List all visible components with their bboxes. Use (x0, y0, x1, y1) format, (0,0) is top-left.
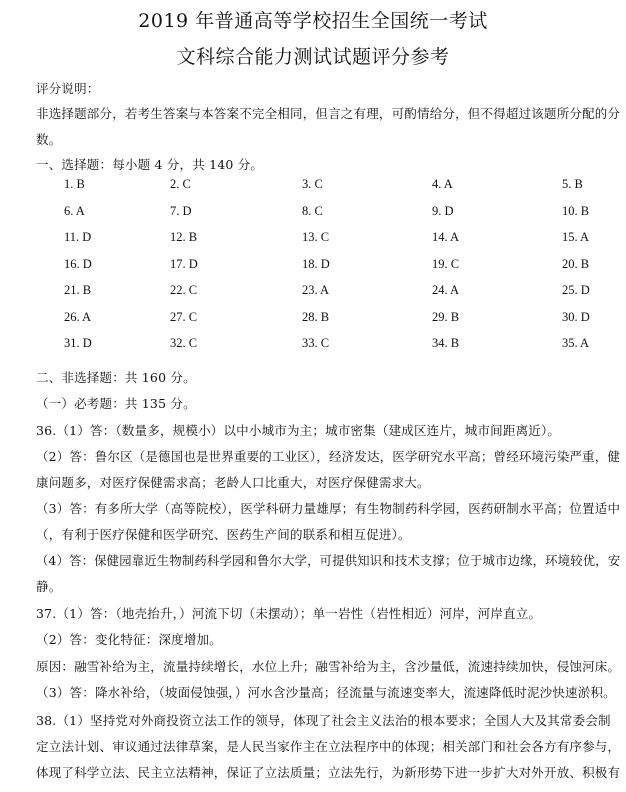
answer-row (64, 283, 592, 310)
answer-text-line: 康问题多，对医疗保健需求高；老龄人口比重大，对医疗保健需求大。 (36, 475, 430, 490)
answer-item: 13. C (302, 230, 330, 244)
notes-line-1: 非选择题部分，若考生答案与本答案不完全相同，但言之有理，可酌情给分，但不得超过该题所分配的分 (36, 106, 621, 121)
answer-text-line: 36.（1）答：（数量多，规模小）以中小城市为主；城市密集（建成区连片，城市间距离近）。 (36, 423, 561, 438)
answer-item: 19. C (432, 256, 460, 271)
answer-item: 15. A (562, 230, 590, 244)
answer-text-line: （2）答：鲁尔区（是德国也是世界重要的工业区），经济发达，医学研究水平高；曾经环境污染严重，健 (36, 449, 621, 464)
answer-text-line: （4）答：保健园靠近生物制药科学园和鲁尔大学，可提供知识和技术支撑；位于城市边缘，环境较优，安 (36, 553, 621, 568)
answer-row (64, 230, 592, 257)
answer-item: 25. D (562, 283, 590, 297)
answer-item: 16. D (64, 256, 92, 271)
answer-item: 12. B (170, 230, 198, 244)
answer-text-line: 定立法计划、审议通过法律草案，是人民当家作主在立法程序中的体现；相关部门和社会各方有序参与， (36, 739, 621, 754)
answer-item: 21. B (64, 283, 92, 297)
choice-answer-table (64, 177, 592, 363)
answer-item: 32. C (170, 336, 198, 350)
document-title: 2019 年普通高等学校招生全国统一考试 (138, 10, 488, 32)
answer-item: 33. C (302, 336, 330, 350)
answer-item: 1. B (64, 177, 85, 191)
answer-item: 2. C (170, 177, 191, 191)
answer-item: 29. B (432, 309, 460, 324)
notes-heading: 评分说明： (36, 81, 100, 96)
answer-row (64, 336, 592, 363)
answer-text-line: 静。 (36, 579, 62, 594)
answer-item: 26. A (64, 309, 92, 324)
answer-item: 14. A (432, 230, 460, 244)
answer-row (64, 310, 592, 337)
answer-item: 18. D (302, 256, 330, 271)
answer-item: 8. C (302, 203, 323, 218)
answer-text-line: （3）答：降水补给，（坡面侵蚀强，）河水含沙量高；径流量与流速变率大，流速降低时泥沙快速淤积。 (36, 685, 616, 700)
answer-text-line: 原因：融雪补给为主，流量持续增长，水位上升；融雪补给为主，含沙量低，流速持续加快，侵蚀河床。 (36, 659, 621, 674)
document-subtitle: 文科综合能力测试试题评分参考 (176, 46, 450, 68)
answer-item: 9. D (432, 203, 454, 218)
answer-item: 23. A (302, 283, 330, 297)
answer-item: 31. D (64, 336, 92, 350)
answer-text-line: （2）答：变化特征：深度增加。 (36, 632, 222, 647)
answer-item: 7. D (170, 203, 192, 218)
answer-item: 17. D (170, 256, 198, 271)
answer-text-line: 体现了科学立法、民主立法精神，保证了立法质量；立法先行，为新形势下进一步扩大对外开放、积极有 (36, 765, 621, 780)
answer-item: 22. C (170, 283, 198, 297)
answer-item: 24. A (432, 283, 460, 297)
answer-item: 35. A (562, 336, 590, 350)
answer-item: 10. B (562, 203, 590, 218)
answer-item: 5. B (562, 177, 583, 191)
answer-text-line: （3）答：有多所大学（高等院校），医学科研力量雄厚；有生物制药科学园，医药研制水平高；位置适中 (36, 501, 621, 516)
answer-text-line: 38.（1）坚持党对外商投资立法工作的领导，体现了社会主义法治的根本要求；全国人大及其常委会制 (36, 713, 611, 728)
answer-item: 20. B (562, 256, 590, 271)
section-open-subheading: （一）必考题：共 135 分。 (36, 396, 196, 411)
answer-text-line: 37.（1）答：（地壳抬升，）河流下切（未摆动）；单一岩性（岩性相近）河岸，河岸直立。 (36, 606, 542, 621)
answer-item: 3. C (302, 177, 323, 191)
answer-item: 11. D (64, 230, 92, 244)
section-choice-heading: 一、选择题：每小题 4 分，共 140 分。 (36, 157, 264, 172)
answer-item: 6. A (64, 203, 85, 218)
answer-item: 27. C (170, 309, 198, 324)
answer-row (64, 257, 592, 284)
answer-row (64, 177, 592, 204)
answer-row (64, 204, 592, 231)
answer-text-line: （，有利于医疗保健和医学研究、医药生产间的联系和相互促进）。 (36, 527, 411, 542)
section-open-heading: 二、非选择题：共 160 分。 (36, 370, 196, 385)
answer-item: 28. B (302, 309, 330, 324)
notes-line-2: 数。 (36, 132, 62, 147)
answer-item: 30. D (562, 309, 590, 324)
answer-item: 34. B (432, 336, 460, 350)
answer-item: 4. A (432, 177, 453, 191)
